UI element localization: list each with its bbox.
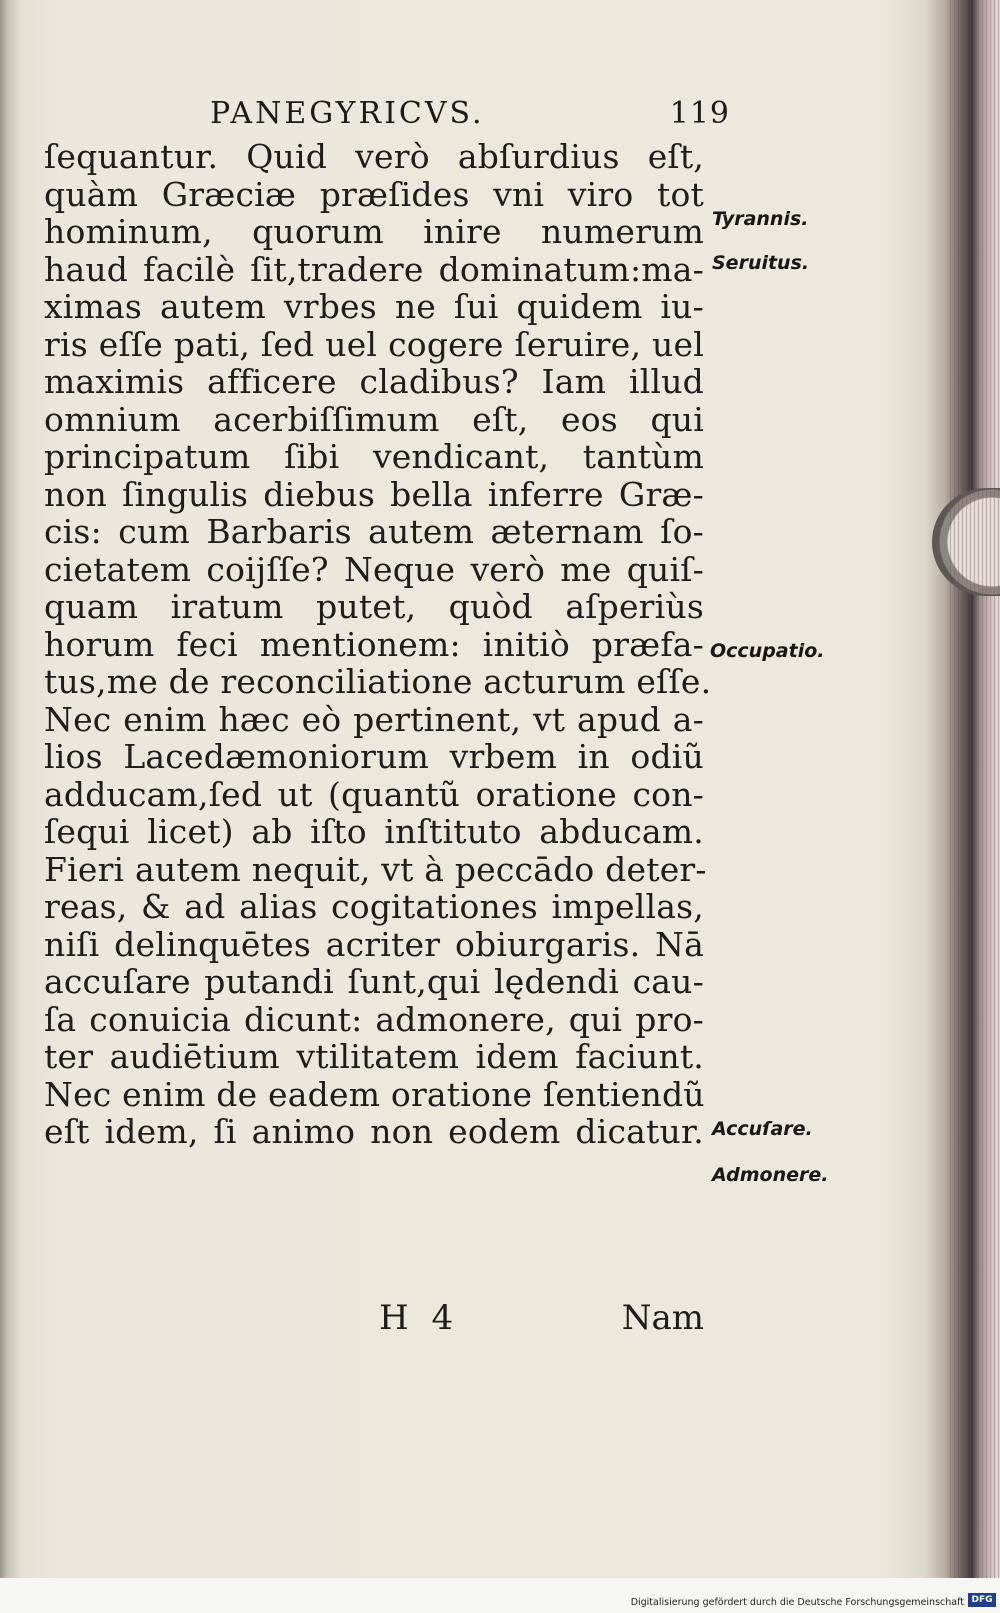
text-line: cietatem coijſſe? Neque verò me quiſ- <box>44 549 704 589</box>
catchword: Nam <box>621 1298 704 1338</box>
body-text <box>44 137 712 1151</box>
margin-note-admonere: Admonere. <box>712 1164 829 1186</box>
margin-note-seruitus: Seruitus. <box>712 252 810 274</box>
text-line: tus,me de reconciliatione acturum eſſe. <box>44 662 712 701</box>
text-line: ſequantur. Quid verò abſurdius eſt, <box>44 137 704 176</box>
text-line: lios Lacedæmoniorum vrbem in odiũ <box>44 737 704 776</box>
text-line: ximas autem vrbes ne ſui quidem iu- <box>44 287 704 326</box>
text-line: haud facilè ſit,tradere dominatum:ma- <box>44 249 704 289</box>
margin-note-accusare: Accuſare. <box>712 1118 813 1140</box>
text-line: omnium acerbiſſimum eſt, eos qui <box>44 399 704 439</box>
text-line: hominum, quorum inire numerum <box>44 212 704 251</box>
text-line: ter audiētium vtilitatem idem faciunt. <box>44 1037 704 1076</box>
text-line: quàm Græciæ præſides vni viro tot <box>44 174 704 214</box>
signature-mark: H 4 <box>379 1298 460 1338</box>
footer-bar <box>0 1578 1000 1613</box>
text-line: principatum ſibi vendicant, tantùm <box>44 437 704 476</box>
text-line: cis: cum Barbaris autem æternam ſo- <box>44 512 704 551</box>
page-number: 119 <box>669 96 730 131</box>
text-line: horum feci mentionem: initiò præfa- <box>44 624 704 664</box>
dfg-logo-icon: DFG <box>968 1593 996 1607</box>
text-line: reas, & ad alias cogitationes impellas, <box>44 887 704 926</box>
running-head: PANEGYRICVS. <box>210 96 485 131</box>
funding-credit: Digitalisierung gefördert durch die Deutsche Forschungsgemeinschaft <box>630 1597 964 1608</box>
text-line: niſi delinquētes acriter obiurgaris. Nā <box>44 924 704 964</box>
text-line: Nec enim hæc eò pertinent, vt apud a- <box>44 699 704 739</box>
text-line: non ſingulis diebus bella inferre Græ- <box>44 474 704 514</box>
text-line: ſa conuicia dicunt: admonere, qui pro- <box>44 999 704 1039</box>
text-line: ſequi licet) ab iſto inſtituto abducam. <box>44 812 704 851</box>
text-line: adducam,ſed ut (quantũ oratione con- <box>44 774 704 814</box>
text-line: maximis afficere cladibus? Iam illud <box>44 362 704 401</box>
text-line: ris eſſe pati, ſed uel cogere ſeruire, uel <box>44 324 704 364</box>
text-line: eſt idem, ſi animo non eodem dicatur. <box>44 1112 704 1151</box>
page-clip <box>932 488 1000 596</box>
text-line: Nec enim de eadem oratione ſentiendũ <box>44 1074 705 1114</box>
text-line: accuſare putandi ſunt,qui lędendi cau- <box>44 962 704 1001</box>
page-header <box>210 96 730 136</box>
catchword-line <box>44 1298 704 1340</box>
text-line: Fieri autem nequit, vt à peccādo deter- <box>44 849 707 889</box>
margin-note-occupatio: Occupatio. <box>710 640 825 662</box>
margin-note-tyrannis: Tyrannis. <box>712 208 809 230</box>
text-line: quam iratum putet, quòd aſperiùs <box>44 587 704 626</box>
